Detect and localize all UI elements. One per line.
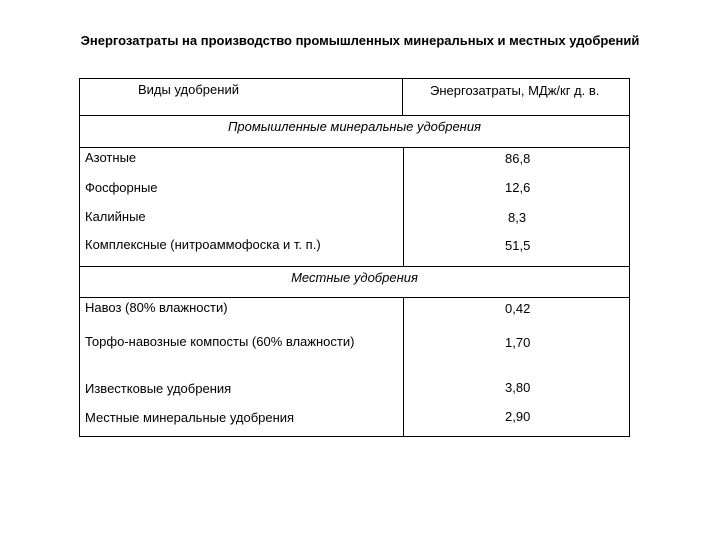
row-type: Навоз (80% влажности) bbox=[85, 300, 228, 315]
row-type: Калийные bbox=[85, 209, 146, 224]
row-type: Азотные bbox=[85, 150, 137, 165]
row-value: 0,42 bbox=[505, 301, 531, 316]
row-type: Местные минеральные удобрения bbox=[85, 410, 295, 425]
header-divider bbox=[80, 115, 629, 116]
row-value: 86,8 bbox=[505, 151, 531, 166]
row-value: 1,70 bbox=[505, 335, 531, 350]
section-2-top-divider bbox=[80, 266, 629, 267]
section-1-column-divider bbox=[403, 147, 404, 266]
row-type: Известковые удобрения bbox=[85, 381, 232, 396]
header-column-divider bbox=[402, 79, 403, 115]
row-type: Фосфорные bbox=[85, 180, 158, 195]
section-2-column-divider bbox=[403, 297, 404, 436]
row-value: 12,6 bbox=[505, 180, 531, 195]
row-type: Комплексные (нитроаммофоска и т. п.) bbox=[85, 237, 321, 252]
section-heading-industrial: Промышленные минеральные удобрения bbox=[227, 119, 481, 134]
document-title: Энергозатраты на производство промышленных минеральных и местных удобрений bbox=[80, 33, 640, 48]
row-value: 3,80 bbox=[505, 380, 531, 395]
row-value: 2,90 bbox=[505, 409, 531, 424]
header-energy-costs: Энергозатраты, МДж/кг д. в. bbox=[430, 83, 600, 98]
row-type: Торфо-навозные компосты (60% влажности) bbox=[85, 334, 355, 349]
section-heading-local: Местные удобрения bbox=[291, 270, 418, 285]
section-2-divider bbox=[80, 297, 629, 298]
section-1-divider bbox=[80, 147, 629, 148]
row-value: 51,5 bbox=[505, 238, 531, 253]
header-fertilizer-type: Виды удобрений bbox=[138, 82, 239, 97]
energy-costs-table bbox=[79, 78, 630, 437]
row-value: 8,3 bbox=[508, 210, 527, 225]
